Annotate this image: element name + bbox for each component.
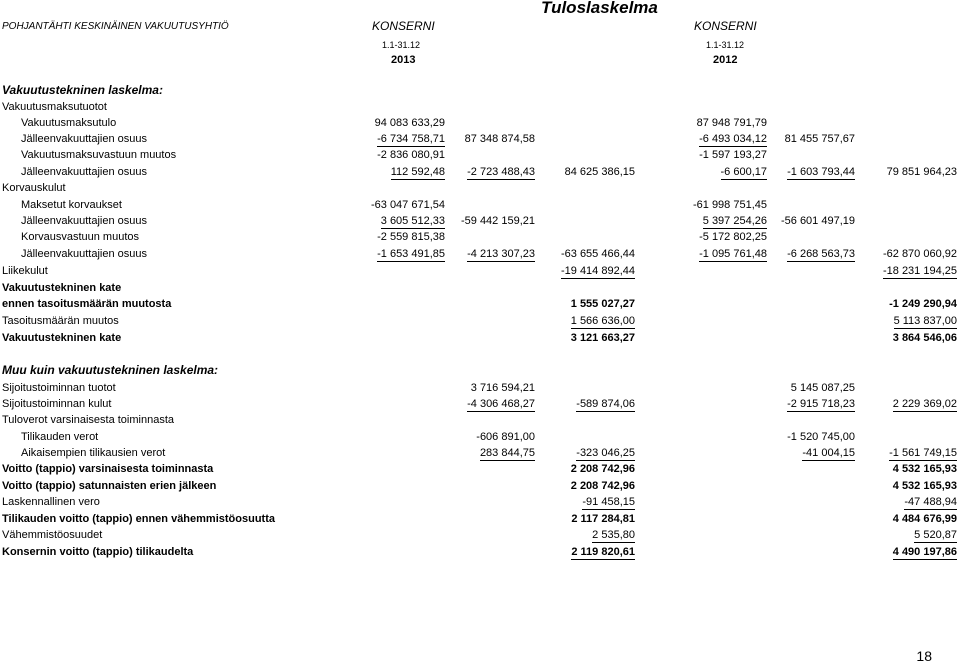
row-label: Muu kuin vakuutustekninen laskelma:: [2, 363, 219, 377]
year-2012-label: 2012: [713, 54, 738, 66]
statement-row: [0, 332, 960, 348]
statement-row: [0, 282, 960, 298]
row-value-c6: 5 113 837,00: [893, 315, 957, 327]
row-value-c5: -1 603 793,44: [787, 166, 855, 178]
row-value-c2: -4 306 468,27: [467, 398, 535, 410]
row-value-c3: 2 119 820,61: [571, 546, 635, 558]
row-value-c1: 94 083 633,29: [374, 117, 445, 129]
row-value-c6: 5 520,87: [914, 529, 957, 541]
statement-row: [0, 513, 960, 529]
period-2012-label: 1.1-31.12: [706, 40, 745, 50]
row-value-c6: -47 488,94: [904, 496, 957, 508]
page-title: Tuloslaskelma: [541, 0, 658, 17]
konserni-2012-label: KONSERNI: [694, 19, 757, 33]
row-label: Vakuutustekninen laskelma:: [2, 83, 163, 97]
row-label: Vakuutusmaksuvastuun muutos: [21, 149, 177, 161]
row-value-c1: -2 559 815,38: [377, 231, 445, 243]
row-value-c2: 283 844,75: [479, 447, 535, 459]
row-value-c2: 87 348 874,58: [464, 133, 535, 145]
row-value-c1: 3 605 512,33: [380, 215, 445, 227]
statement-row: [0, 447, 960, 463]
row-value-c4: -6 493 034,12: [699, 133, 767, 145]
row-label: Korvausvastuun muutos: [21, 231, 140, 243]
row-label: Tuloverot varsinaisesta toiminnasta: [2, 414, 175, 426]
row-value-c6: 79 851 964,23: [886, 166, 957, 178]
statement-row: [0, 182, 960, 198]
statement-row: [0, 149, 960, 165]
row-value-c4: 87 948 791,79: [696, 117, 767, 129]
page-number: 18: [916, 648, 932, 664]
statement-row: [0, 117, 960, 133]
statement-row: [0, 480, 960, 496]
statement-row: [0, 463, 960, 479]
konserni-2013-label: KONSERNI: [372, 19, 435, 33]
row-value-c6: 4 490 197,86: [892, 546, 957, 558]
row-value-c2: -59 442 159,21: [460, 215, 535, 227]
row-value-c1: -63 047 671,54: [370, 199, 445, 211]
statement-row: [0, 363, 960, 379]
statement-row: [0, 265, 960, 281]
row-value-c5: -1 520 745,00: [787, 431, 855, 443]
row-value-c3: 1 566 636,00: [570, 315, 635, 327]
statement-row: [0, 248, 960, 264]
row-value-c2: 3 716 594,21: [470, 382, 535, 394]
statement-row: [0, 546, 960, 562]
row-label: Tilikauden voitto (tappio) ennen vähemmistöosuutta: [2, 513, 275, 525]
row-label: Voitto (tappio) satunnaisten erien jälkeen: [2, 480, 217, 492]
row-value-c6: -1 249 290,94: [889, 298, 957, 310]
row-value-c4: -1 095 761,48: [699, 248, 767, 260]
row-value-c1: -2 836 080,91: [377, 149, 445, 161]
row-label: Maksetut korvaukset: [21, 199, 122, 211]
row-label: Korvauskulut: [2, 182, 66, 194]
statement-row: [0, 315, 960, 331]
row-value-c2: -4 213 307,23: [467, 248, 535, 260]
year-2013-label: 2013: [391, 54, 416, 66]
row-label: Tilikauden verot: [21, 431, 99, 443]
statement-row: [0, 496, 960, 512]
row-value-c3: 2 535,80: [592, 529, 635, 541]
row-label: Sijoitustoiminnan kulut: [2, 398, 112, 410]
row-value-c3: 1 555 027,27: [570, 298, 635, 310]
row-value-c3: -323 046,25: [576, 447, 635, 459]
row-value-c4: -6 600,17: [720, 166, 767, 178]
row-value-c4: -61 998 751,45: [692, 199, 767, 211]
row-value-c6: 2 229 369,02: [892, 398, 957, 410]
row-label: Vakuutustekninen kate: [2, 282, 122, 294]
row-value-c3: 84 625 386,15: [564, 166, 635, 178]
row-label: Liikekulut: [2, 265, 48, 277]
statement-row: [0, 431, 960, 447]
row-label: Jälleenvakuuttajien osuus: [21, 166, 147, 178]
row-label: Tasoitusmäärän muutos: [2, 315, 119, 327]
statement-row: [0, 398, 960, 414]
row-value-c3: -589 874,06: [576, 398, 635, 410]
row-label: Aikaisempien tilikausien verot: [21, 447, 166, 459]
row-value-c4: 5 397 254,26: [702, 215, 767, 227]
row-label: Vakuutusmaksutulo: [21, 117, 117, 129]
row-label: Jälleenvakuuttajien osuus: [21, 248, 147, 260]
statement-row: [0, 414, 960, 430]
row-value-c2: -606 891,00: [476, 431, 535, 443]
row-value-c6: -1 561 749,15: [889, 447, 957, 459]
row-label: ennen tasoitusmäärän muutosta: [2, 298, 172, 310]
row-value-c1: 112 592,48: [390, 166, 445, 178]
row-label: Voitto (tappio) varsinaisesta toiminnasta: [2, 463, 214, 475]
row-label: Vakuutusmaksutuotot: [2, 101, 107, 113]
row-label: Laskennallinen vero: [2, 496, 100, 508]
row-value-c5: 5 145 087,25: [790, 382, 855, 394]
row-value-c6: 4 532 165,93: [892, 480, 957, 492]
row-value-c3: 2 208 742,96: [570, 480, 635, 492]
statement-row: [0, 382, 960, 398]
row-label: Jälleenvakuuttajien osuus: [21, 215, 147, 227]
row-label: Sijoitustoiminnan tuotot: [2, 382, 116, 394]
row-value-c3: -19 414 892,44: [560, 265, 635, 277]
row-value-c3: 3 121 663,27: [570, 332, 635, 344]
row-value-c6: 4 532 165,93: [892, 463, 957, 475]
row-label: Konsernin voitto (tappio) tilikaudelta: [2, 546, 194, 558]
row-value-c3: -63 655 466,44: [560, 248, 635, 260]
statement-row: [0, 231, 960, 247]
row-label: Vähemmistöosuudet: [2, 529, 103, 541]
statement-row: [0, 101, 960, 117]
period-2013-label: 1.1-31.12: [382, 40, 421, 50]
row-value-c4: -1 597 193,27: [699, 149, 767, 161]
row-value-c6: 4 484 676,99: [892, 513, 957, 525]
statement-row: [0, 166, 960, 182]
row-label: Vakuutustekninen kate: [2, 332, 122, 344]
statement-row: [0, 529, 960, 545]
row-value-c4: -5 172 802,25: [699, 231, 767, 243]
statement-row: [0, 348, 960, 364]
row-value-c6: 3 864 546,06: [892, 332, 957, 344]
statement-row: [0, 215, 960, 231]
row-value-c5: -56 601 497,19: [780, 215, 855, 227]
statement-row: [0, 199, 960, 215]
row-value-c3: -91 458,15: [582, 496, 635, 508]
row-value-c3: 2 208 742,96: [570, 463, 635, 475]
row-value-c5: -2 915 718,23: [787, 398, 855, 410]
row-value-c6: -62 870 060,92: [882, 248, 957, 260]
row-value-c1: -1 653 491,85: [377, 248, 445, 260]
row-value-c5: -6 268 563,73: [787, 248, 855, 260]
statement-row: [0, 298, 960, 314]
company-name: POHJANTÄHTI KESKINÄINEN VAKUUTUSYHTIÖ: [2, 21, 229, 32]
row-value-c2: -2 723 488,43: [467, 166, 535, 178]
statement-row: [0, 83, 960, 99]
statement-row: [0, 133, 960, 149]
row-value-c3: 2 117 284,81: [571, 513, 635, 525]
row-value-c5: -41 004,15: [802, 447, 855, 459]
row-value-c5: 81 455 757,67: [784, 133, 855, 145]
row-label: Jälleenvakuuttajien osuus: [21, 133, 147, 145]
row-value-c1: -6 734 758,71: [377, 133, 445, 145]
row-value-c6: -18 231 194,25: [882, 265, 957, 277]
